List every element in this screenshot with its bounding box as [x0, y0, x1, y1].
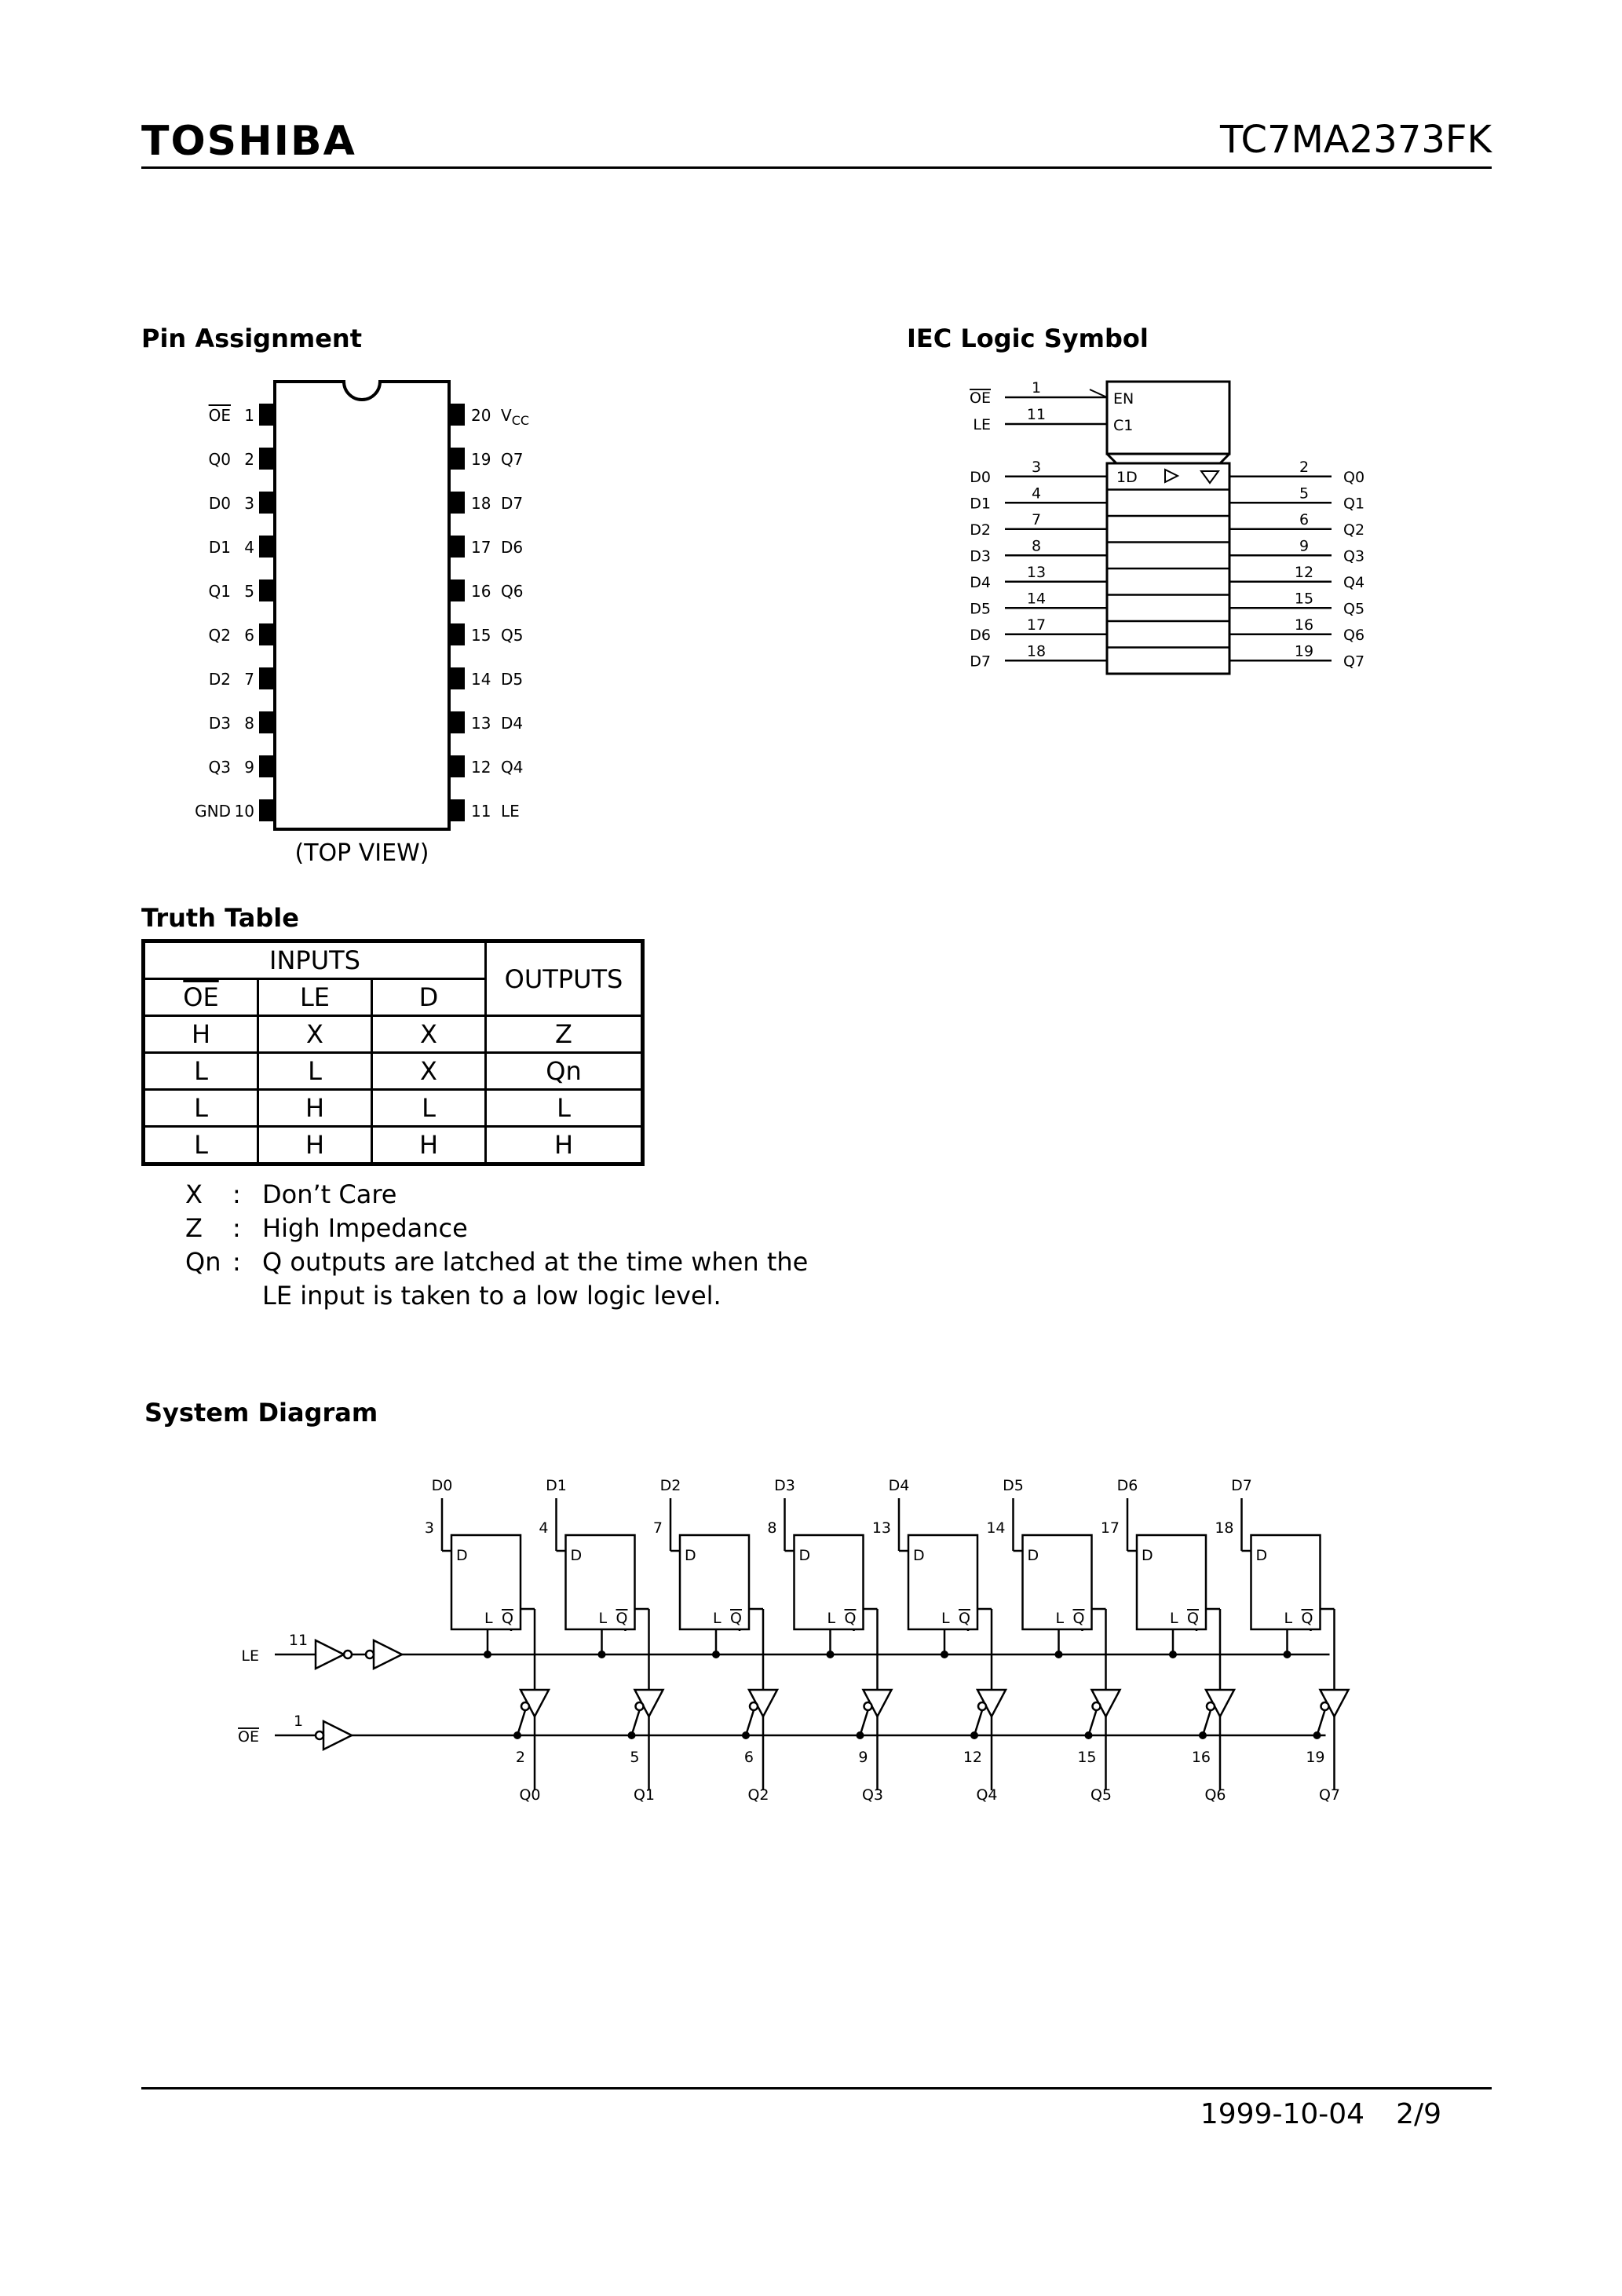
signal-name: OE [970, 389, 991, 407]
latch-q-label: Q [1072, 1610, 1085, 1627]
pin-name: D7 [501, 494, 524, 513]
legend-key: Z [185, 1213, 203, 1243]
pin-pad [449, 404, 465, 426]
latch-q-label: Q [959, 1610, 970, 1627]
enable-bubble [978, 1702, 986, 1710]
legend-item: Z : High Impedance [185, 1212, 808, 1245]
cell: X [372, 1053, 486, 1090]
junction-dot [742, 1731, 750, 1739]
pin-number: 5 [630, 1749, 640, 1766]
pin-name: Q4 [501, 758, 524, 777]
pin-pad [259, 711, 275, 733]
top-view-label: (TOP VIEW) [294, 839, 429, 867]
pin-number: 11 [471, 802, 491, 821]
data-input-label: D5 [1003, 1477, 1024, 1494]
pin-pad [449, 623, 465, 645]
signal-name: D7 [970, 653, 991, 671]
junction-dot [970, 1731, 978, 1739]
data-input-label: D3 [774, 1477, 795, 1494]
pin-name: D4 [501, 714, 524, 733]
q-output-label: Q6 [1204, 1786, 1226, 1804]
inverter-bubble [316, 1731, 323, 1739]
legend-text: Q outputs are latched at the time when the [262, 1247, 809, 1277]
signal-name: Q5 [1343, 600, 1365, 618]
latch-d-label: D [913, 1547, 925, 1564]
control-block-notch [1107, 454, 1229, 463]
enable-bubble [750, 1702, 758, 1710]
signal-name: D3 [970, 547, 991, 565]
latch-q-label: Q [730, 1610, 742, 1627]
enable-wire [974, 1710, 982, 1735]
cell: H [258, 1090, 372, 1127]
latch-q-label: Q [502, 1610, 513, 1627]
pin-name: LE [501, 802, 520, 821]
data-input-label: D0 [431, 1477, 453, 1494]
legend-text: LE input is taken to a low logic level. [262, 1281, 721, 1311]
cell: Z [486, 1016, 643, 1053]
pin-pad [449, 667, 465, 689]
buffer-gate [374, 1640, 402, 1669]
latch-q-label: Q [844, 1610, 857, 1627]
signal-name: D4 [970, 573, 991, 591]
pin-number: 18 [1026, 642, 1047, 660]
pin-number: 19 [1306, 1749, 1325, 1766]
pin-name-subscript: CC [511, 413, 530, 428]
enable-bubble [1207, 1702, 1215, 1710]
pin-number: 19 [1294, 642, 1314, 660]
pin-pad [449, 448, 465, 470]
pin-number: 19 [471, 450, 491, 469]
cell: X [372, 1016, 486, 1053]
pin-name: D5 [501, 670, 524, 689]
junction-dot [1313, 1731, 1321, 1739]
pin-number: 16 [1294, 616, 1314, 634]
pin-name: Q2 [208, 626, 231, 645]
latch-l-label: L [1055, 1610, 1065, 1627]
pin-pad [259, 755, 275, 777]
pin-name: D6 [501, 538, 524, 557]
junction-dot [628, 1731, 636, 1739]
col-d: D [372, 979, 486, 1016]
footer [1200, 2098, 1441, 2130]
data-input-label: D6 [1116, 1477, 1138, 1494]
enable-bubble [636, 1702, 644, 1710]
latch-l-label: L [713, 1610, 721, 1627]
pin-number: 9 [244, 758, 254, 777]
inputs-header: INPUTS [144, 941, 486, 979]
enable-wire [632, 1710, 640, 1735]
latch-d-label: D [570, 1547, 583, 1564]
q-output-label: Q7 [1318, 1786, 1341, 1804]
truth-table [141, 939, 645, 1166]
signal-name: LE [973, 416, 991, 433]
junction-dot [1055, 1651, 1063, 1658]
pin-pad [449, 799, 465, 821]
pin-number: 8 [767, 1519, 777, 1537]
legend-key: Qn [185, 1247, 221, 1277]
cell: L [486, 1090, 643, 1127]
pin-number: 3 [244, 494, 254, 513]
cell: H [258, 1127, 372, 1164]
buffer-symbol [1165, 470, 1178, 482]
pin-number: 8 [1031, 537, 1042, 555]
signal-name: D2 [970, 521, 991, 539]
pin-number: 18 [471, 494, 491, 513]
system-diagram [220, 1476, 1382, 1822]
inverter-bubble [344, 1651, 352, 1658]
pin-number: 12 [963, 1749, 982, 1766]
pin-number: 9 [1299, 537, 1310, 555]
pin-number: 11 [1026, 406, 1047, 423]
table-row [144, 1053, 643, 1090]
pin-pad [259, 623, 275, 645]
pin-number: 4 [244, 538, 254, 557]
latch-d-label: D [798, 1547, 811, 1564]
first-cell-label: 1D [1116, 469, 1138, 486]
pin-number: 2 [1299, 458, 1310, 476]
q-output-label: Q2 [747, 1786, 769, 1804]
latch-q-label: Q [1187, 1610, 1199, 1627]
table-row [144, 1127, 643, 1164]
pin-number: 7 [244, 670, 254, 689]
data-input-label: D1 [546, 1477, 567, 1494]
signal-name: D1 [970, 495, 991, 513]
tristate-symbol [1201, 471, 1218, 483]
pin-number: 5 [1299, 484, 1310, 503]
col-le: LE [258, 979, 372, 1016]
truth-table-legend [185, 1178, 808, 1313]
pin-number: 9 [858, 1749, 868, 1766]
legend-item [185, 1279, 808, 1313]
pin-number: 17 [1100, 1519, 1120, 1537]
pin-name: D2 [208, 670, 231, 689]
control-tag: EN [1113, 390, 1134, 408]
pin-pad [259, 536, 275, 558]
pin-pad [449, 579, 465, 601]
oe-label: OE [238, 1728, 259, 1746]
pin-number: 3 [1031, 458, 1042, 476]
pin-number: 15 [1077, 1749, 1097, 1766]
col-oe: $\overline{OE}$ [144, 979, 258, 1016]
pin-name: D0 [208, 494, 231, 513]
legend-item: X : Don’t Care [185, 1178, 808, 1212]
latch-l-label: L [484, 1610, 493, 1627]
latch-d-label: D [1255, 1547, 1268, 1564]
pin-number: 7 [1031, 510, 1042, 528]
cell: L [372, 1090, 486, 1127]
pin-number: 12 [471, 758, 491, 777]
q-output-label: Q0 [519, 1786, 541, 1804]
pin-number: 2 [244, 450, 254, 469]
junction-dot [598, 1651, 606, 1658]
latch-l-label: L [598, 1610, 608, 1627]
pin-name: GND [195, 802, 231, 821]
pin-assignment-diagram [157, 369, 597, 879]
pin-pad [259, 404, 275, 426]
pin-number: 5 [244, 582, 254, 601]
pin-name: Q6 [501, 582, 524, 601]
pin-number: 17 [1026, 616, 1047, 634]
legend-text: Don’t Care [262, 1179, 397, 1209]
cell: L [144, 1090, 258, 1127]
inverter-bubble [366, 1651, 374, 1658]
cell: Qn [486, 1053, 643, 1090]
part-number: TC7MA2373FK [1219, 118, 1492, 162]
enable-wire [860, 1710, 868, 1735]
latch-d-label: D [1027, 1547, 1039, 1564]
outputs-header: OUTPUTS [486, 941, 643, 1016]
pin-number: 4 [1031, 484, 1042, 503]
pin-number: 1 [1031, 379, 1042, 397]
pin-number: 20 [471, 406, 491, 425]
footer-date: 1999-10-04 [1200, 2098, 1365, 2130]
pin-number: 7 [652, 1519, 663, 1537]
signal-name: D0 [970, 468, 991, 486]
cell: L [144, 1053, 258, 1090]
enable-bubble [521, 1702, 529, 1710]
pin-number: 8 [244, 714, 254, 733]
pin-number: 14 [471, 670, 491, 689]
pin-pad [259, 667, 275, 689]
buffer-gate [323, 1721, 352, 1749]
signal-name: Q6 [1343, 626, 1365, 644]
pin-number: 1 [244, 406, 254, 425]
table-row [144, 1090, 643, 1127]
q-output-label: Q5 [1090, 1786, 1112, 1804]
pin-number: 12 [1294, 563, 1314, 581]
enable-wire [1089, 1710, 1097, 1735]
inverter-gate [316, 1640, 344, 1669]
enable-wire [1317, 1710, 1325, 1735]
signal-name: Q0 [1343, 468, 1365, 486]
junction-dot [1169, 1651, 1177, 1658]
junction-dot [513, 1731, 521, 1739]
pin-number: 15 [471, 626, 491, 645]
pin-number: 1 [293, 1713, 304, 1730]
enable-wire [1203, 1710, 1211, 1735]
cell: X [258, 1016, 372, 1053]
pin-number: 4 [539, 1519, 549, 1537]
pin-pad [259, 799, 275, 821]
pin-name: Q5 [501, 626, 524, 645]
signal-name: Q4 [1343, 573, 1365, 591]
ic-package-outline [275, 382, 449, 829]
junction-dot [484, 1651, 491, 1658]
system-diagram-title: System Diagram [144, 1398, 378, 1428]
pin-number: 17 [471, 538, 491, 557]
pin-pad [259, 448, 275, 470]
pin-name: Q3 [208, 758, 231, 777]
pin-number: 13 [471, 714, 491, 733]
q-output-label: Q4 [976, 1786, 998, 1804]
pin-number: 6 [244, 626, 254, 645]
pin-name: Q7 [501, 450, 524, 469]
junction-dot [1199, 1731, 1207, 1739]
junction-dot [941, 1651, 948, 1658]
pin-number: 3 [424, 1519, 434, 1537]
latch-l-label: L [827, 1610, 836, 1627]
signal-name: Q2 [1343, 521, 1365, 539]
pin-number: 14 [1026, 590, 1047, 608]
pin-assignment-title: Pin Assignment [141, 324, 362, 353]
pin-pad [259, 579, 275, 601]
pin-pad [259, 492, 275, 514]
pin-name: D3 [208, 714, 231, 733]
latch-d-label: D [1142, 1547, 1153, 1564]
pin-number: 13 [871, 1519, 891, 1537]
iec-symbol-title: IEC Logic Symbol [907, 324, 1149, 353]
cell: H [144, 1016, 258, 1053]
signal-name: Q3 [1343, 547, 1365, 565]
pin-pad [449, 711, 465, 733]
pin-number: 14 [986, 1519, 1006, 1537]
pin-number: 11 [288, 1632, 309, 1649]
pin-number: 6 [1299, 510, 1310, 528]
header-rule [141, 166, 1492, 169]
enable-bubble [1321, 1702, 1329, 1710]
enable-bubble [864, 1702, 872, 1710]
signal-name: D5 [970, 600, 991, 618]
pin-name: OE [208, 406, 231, 425]
pin-number: 2 [515, 1749, 525, 1766]
pin-number: 16 [1191, 1749, 1211, 1766]
latch-d-label: D [456, 1547, 468, 1564]
cell: L [258, 1053, 372, 1090]
enable-bubble [1093, 1702, 1101, 1710]
pin-pad [449, 755, 465, 777]
legend-text: High Impedance [262, 1213, 468, 1243]
junction-dot [827, 1651, 835, 1658]
signal-name: Q1 [1343, 495, 1365, 513]
pin-number: 16 [471, 582, 491, 601]
control-tag: C1 [1113, 417, 1134, 434]
table-row [144, 1016, 643, 1053]
pin-number: 15 [1294, 590, 1314, 608]
pin-name: Q1 [208, 582, 231, 601]
pin-number: 13 [1026, 563, 1047, 581]
junction-dot [1284, 1651, 1291, 1658]
data-input-label: D4 [888, 1477, 910, 1494]
junction-dot [712, 1651, 720, 1658]
pin-pad [449, 536, 465, 558]
brand-logo: TOSHIBA [141, 118, 356, 165]
le-label: LE [241, 1647, 259, 1665]
latch-l-label: L [1284, 1610, 1293, 1627]
pin-pad [449, 492, 465, 514]
pin-number: 6 [743, 1749, 754, 1766]
junction-dot [1085, 1731, 1093, 1739]
enable-wire [517, 1710, 525, 1735]
data-input-label: D7 [1231, 1477, 1252, 1494]
pin-name: D1 [208, 538, 231, 557]
signal-name: D6 [970, 626, 991, 644]
latch-d-label: D [685, 1547, 696, 1564]
footer-page: 2/9 [1396, 2098, 1441, 2130]
latch-l-label: L [1170, 1610, 1178, 1627]
iec-logic-symbol [942, 369, 1413, 683]
pin-number: 18 [1215, 1519, 1234, 1537]
en-arrow-mark [1090, 389, 1107, 397]
pin-number: 10 [234, 802, 254, 821]
cell: H [372, 1127, 486, 1164]
enable-wire [746, 1710, 754, 1735]
cell: H [486, 1127, 643, 1164]
q-output-label: Q3 [861, 1786, 884, 1804]
legend-item: Qn : Q outputs are latched at the time when the [185, 1245, 808, 1279]
footer-rule [141, 2087, 1492, 2089]
truth-table-title: Truth Table [141, 903, 299, 933]
latch-q-label: Q [616, 1610, 628, 1627]
junction-dot [857, 1731, 864, 1739]
signal-name: Q7 [1343, 653, 1365, 671]
pin-name: Q0 [208, 450, 231, 469]
pin-name: $V_{CC}$ [501, 406, 530, 428]
legend-key: X [185, 1179, 203, 1209]
data-input-label: D2 [659, 1477, 681, 1494]
latch-l-label: L [941, 1610, 950, 1627]
q-output-label: Q1 [633, 1786, 656, 1804]
latch-q-label: Q [1301, 1610, 1313, 1627]
cell: L [144, 1127, 258, 1164]
